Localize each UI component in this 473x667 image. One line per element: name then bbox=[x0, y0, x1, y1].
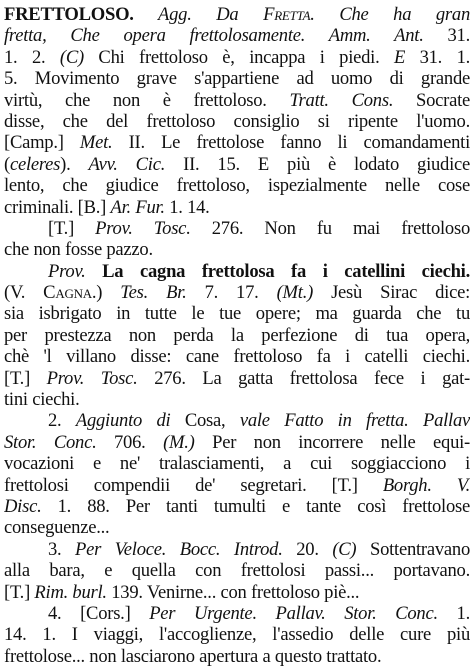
text-run: virtù, che non è frettoloso. bbox=[4, 89, 290, 111]
text-run: Chi frettoloso è, incappa i piedi. bbox=[83, 46, 394, 68]
text-line bbox=[4, 218, 470, 239]
text-line bbox=[4, 389, 470, 410]
text-run: 20. bbox=[282, 538, 333, 560]
text-run: Per Veloce. Bocc. Introd. bbox=[75, 538, 283, 560]
text-run: 1. 2. bbox=[4, 46, 60, 68]
text-line bbox=[4, 154, 470, 175]
text-run: che non fosse pazzo. bbox=[4, 239, 153, 261]
text-run: 4. [Cors.] bbox=[48, 602, 150, 624]
text-line bbox=[4, 325, 470, 346]
text-run: Tratt. Cons. bbox=[289, 89, 394, 111]
text-line bbox=[4, 239, 470, 260]
text-run: 31. 1. bbox=[405, 46, 470, 68]
text-run: disse, che del frettoloso consiglio si ripente l'uomo. bbox=[4, 110, 470, 132]
text-run: Jesù Sirac dice: bbox=[313, 282, 470, 304]
text-run: Prov. bbox=[48, 260, 86, 282]
headword: FRETTOLOSO. bbox=[4, 4, 134, 25]
text-line bbox=[4, 475, 470, 496]
text-run: Aggiunto di bbox=[75, 410, 171, 432]
text-line bbox=[4, 368, 470, 389]
text-line bbox=[4, 539, 470, 560]
text-run: alla bara, e quella con frettolosi passi... portavano. bbox=[4, 560, 470, 582]
text-run: 276. Non fu mai frettoloso bbox=[190, 217, 470, 239]
text-run: Socrate bbox=[393, 89, 470, 111]
text-run: 1. bbox=[437, 602, 470, 624]
text-run: . Che ha gran bbox=[310, 4, 470, 25]
text-run: Cagna bbox=[43, 282, 92, 304]
text-run: 3. bbox=[48, 538, 76, 560]
text-run: criminali. [B.] bbox=[4, 196, 111, 218]
text-run: Borgh. V. bbox=[382, 474, 470, 496]
text-run: (M.) bbox=[163, 431, 195, 453]
text-run: Prov. Tosc. bbox=[95, 217, 191, 239]
text-run: [T.] bbox=[48, 217, 96, 239]
text-run: ( bbox=[4, 153, 10, 175]
text-run: [T.] bbox=[4, 581, 35, 603]
text-line bbox=[4, 432, 470, 453]
text-run: tini ciechi. bbox=[4, 389, 80, 411]
text-line bbox=[4, 111, 470, 132]
text-run: (V. bbox=[4, 282, 44, 304]
text-run: Disc. bbox=[4, 495, 42, 517]
text-run: (C) bbox=[332, 538, 357, 560]
text-run: conseguenze... bbox=[4, 517, 110, 539]
text-run: 7. 17. bbox=[186, 282, 277, 304]
text-run: [Camp.] bbox=[4, 132, 80, 154]
text-line bbox=[4, 132, 470, 153]
text-line bbox=[4, 624, 470, 645]
text-run: (C) bbox=[59, 46, 84, 68]
text-run: .) bbox=[91, 282, 121, 304]
text-line bbox=[4, 68, 470, 89]
text-line bbox=[4, 346, 470, 367]
text-line bbox=[4, 197, 470, 218]
text-run: celeres bbox=[9, 153, 61, 175]
text-line bbox=[4, 4, 470, 25]
text-line bbox=[4, 603, 470, 624]
text-line bbox=[4, 496, 470, 517]
text-line bbox=[4, 582, 470, 603]
text-line bbox=[4, 90, 470, 111]
text-run: lento, che giudice frettoloso, ispezialmente nelle cose bbox=[4, 175, 470, 197]
text-line bbox=[4, 560, 470, 581]
text-run: Agg. Da bbox=[133, 4, 264, 25]
text-run: vocazioni e ne' tralasciamenti, a cui soggiacciono i bbox=[4, 453, 470, 475]
text-line bbox=[4, 175, 470, 196]
text-line bbox=[4, 25, 470, 46]
text-run: chè 'l villano disse: cane frettoloso fa i catelli ciechi. bbox=[4, 346, 470, 368]
text-line bbox=[4, 47, 470, 68]
text-run: La cagna frettolosa fa i catellini ciechi. bbox=[85, 260, 470, 282]
text-run: Prov. Tosc. bbox=[46, 367, 138, 389]
text-run: Rim. burl. bbox=[34, 581, 107, 603]
text-run: Per Urgente. Pallav. Stor. Conc. bbox=[149, 602, 438, 624]
text-run: II. 15. E più è lodato giudice bbox=[165, 153, 470, 175]
text-line bbox=[4, 453, 470, 474]
text-run: Tes. Br. bbox=[120, 282, 187, 304]
text-run: (Mt.) bbox=[276, 282, 314, 304]
text-run: 139. Venirne... con frettoloso piè... bbox=[106, 581, 360, 603]
dictionary-entry-frettoloso bbox=[4, 4, 470, 667]
text-run: sia isbrigato in tutte le tue opere; ma guarda che tu bbox=[4, 303, 470, 325]
text-run: Met. bbox=[79, 132, 113, 154]
text-run: Sottentravano bbox=[356, 538, 470, 560]
text-run: Fretta bbox=[263, 4, 311, 25]
text-run: Avv. Cic. bbox=[88, 153, 166, 175]
text-run: 706. bbox=[96, 431, 164, 453]
text-line bbox=[4, 410, 470, 431]
text-run: fretta, Che opera frettolosamente. Amm. Ant. bbox=[4, 25, 424, 47]
text-run: Ar. Fur. bbox=[110, 196, 165, 218]
text-run: vale Fatto in fretta. Pallav bbox=[239, 410, 470, 432]
text-run: 1. 14. bbox=[164, 196, 210, 218]
text-run: frettolosi compendii de' segretari. [T.] bbox=[4, 474, 383, 496]
text-run: 14. 1. I viaggi, l'accoglienze, l'assedio delle cure più bbox=[4, 624, 470, 646]
text-run: Cosa, bbox=[170, 410, 240, 432]
text-run: 2. bbox=[48, 410, 76, 432]
text-run: Per non incorrere nelle equi- bbox=[194, 431, 470, 453]
text-run: ). bbox=[60, 153, 89, 175]
text-run: 276. La gatta frettolosa fece i gat- bbox=[137, 367, 470, 389]
text-run: per prestezza non perda la perfezione di tua opera, bbox=[4, 324, 470, 346]
text-line bbox=[4, 261, 470, 282]
text-line bbox=[4, 646, 470, 667]
text-run: 31. bbox=[423, 25, 470, 47]
text-line bbox=[4, 517, 470, 538]
text-run: [T.] bbox=[4, 367, 47, 389]
text-run: frettolose... non lasciarono apertura a questo trattato. bbox=[4, 645, 382, 667]
text-line bbox=[4, 303, 470, 324]
text-line bbox=[4, 282, 470, 303]
text-run: 5. Movimento grave s'appartiene ad uomo di grande bbox=[4, 68, 470, 90]
text-run: E bbox=[393, 46, 406, 68]
text-run: 1. 88. Per tanti tumulti e tante così frettolose bbox=[41, 495, 470, 517]
text-run: Stor. Conc. bbox=[4, 431, 97, 453]
text-run: II. Le frettolose fanno li comandamenti bbox=[112, 132, 470, 154]
